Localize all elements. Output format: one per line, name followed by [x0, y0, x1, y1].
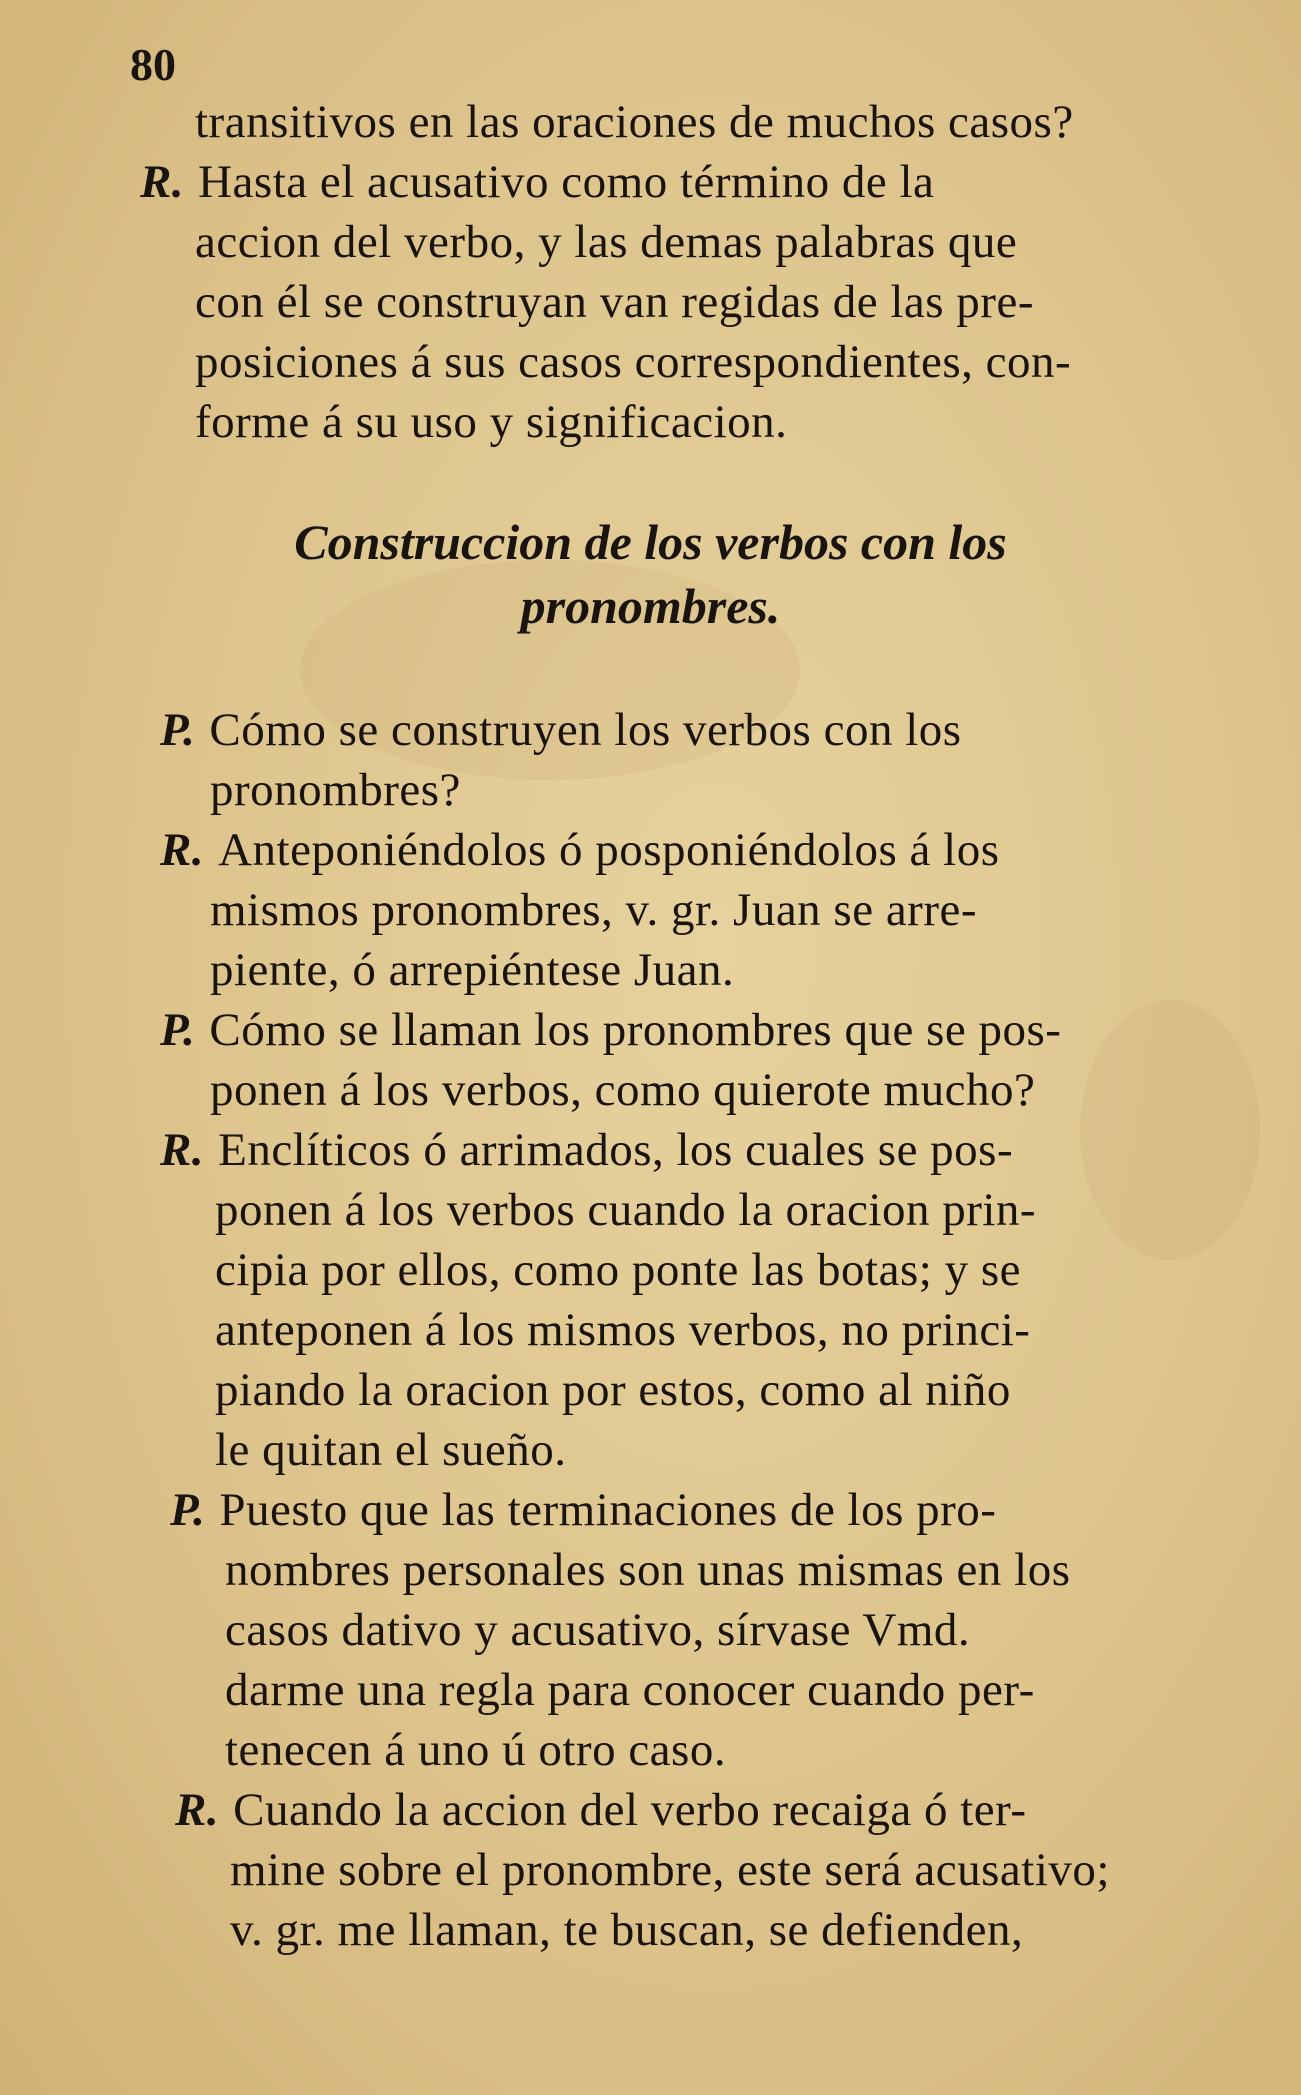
text-line: posiciones á sus casos correspondientes, con-: [195, 336, 1072, 388]
question-line: P. Cómo se llaman los pronombres que se pos-: [160, 1004, 1062, 1056]
text-line: anteponen á los mismos verbos, no princi-: [215, 1304, 1031, 1356]
text-line: pronombres?: [210, 764, 461, 816]
question-line: P. Cómo se construyen los verbos con los: [160, 704, 962, 756]
text-line: nombres personales son unas mismas en los: [225, 1544, 1071, 1596]
text-line: mismos pronombres, v. gr. Juan se arre-: [210, 884, 978, 936]
text-line: v. gr. me llaman, te buscan, se defienden,: [230, 1904, 1024, 1956]
section-heading: Construccion de los verbos con los: [294, 514, 1007, 570]
page-number: 80: [130, 39, 176, 90]
answer-line: R. Anteponiéndolos ó posponiéndolos á los: [160, 824, 1000, 876]
question-marker: P.: [160, 704, 196, 756]
text-line: ponen á los verbos, como quierote mucho?: [210, 1064, 1036, 1116]
answer-line: R. Cuando la accion del verbo recaiga ó ter-: [175, 1784, 1027, 1836]
text-line: con él se construyan van regidas de las pre-: [195, 276, 1034, 328]
answer-marker: R.: [160, 1124, 205, 1176]
text-line: mine sobre el pronombre, este será acusativo;: [230, 1844, 1110, 1896]
section-heading: pronombres.: [520, 578, 781, 634]
text-line: accion del verbo, y las demas palabras que: [195, 216, 1018, 268]
text-line: tenecen á uno ú otro caso.: [225, 1724, 727, 1776]
answer-marker: R.: [140, 156, 185, 208]
paper-stain: [1080, 1000, 1260, 1260]
text-line: casos dativo y acusativo, sírvase Vmd.: [225, 1604, 971, 1656]
text-line: ponen á los verbos cuando la oracion prin-: [215, 1184, 1037, 1236]
text-line: darme una regla para conocer cuando per-: [225, 1664, 1035, 1716]
text-line: piando la oracion por estos, como al niño: [215, 1364, 1011, 1416]
answer-marker: R.: [175, 1784, 220, 1836]
question-marker: P.: [170, 1484, 206, 1536]
question-line: P. Puesto que las terminaciones de los pro-: [170, 1484, 997, 1536]
text-line: piente, ó arrepiéntese Juan.: [210, 944, 735, 996]
text-line: forme á su uso y significacion.: [195, 396, 788, 448]
text-line: le quitan el sueño.: [215, 1424, 567, 1476]
text-line: transitivos en las oraciones de muchos casos?: [195, 96, 1074, 148]
answer-line: R. Enclíticos ó arrimados, los cuales se pos-: [160, 1124, 1014, 1176]
text-line: cipia por ellos, como ponte las botas; y se: [215, 1244, 1021, 1296]
answer-marker: R.: [160, 824, 205, 876]
text-line: R. Hasta el acusativo como término de la: [140, 156, 935, 208]
question-marker: P.: [160, 1004, 196, 1056]
